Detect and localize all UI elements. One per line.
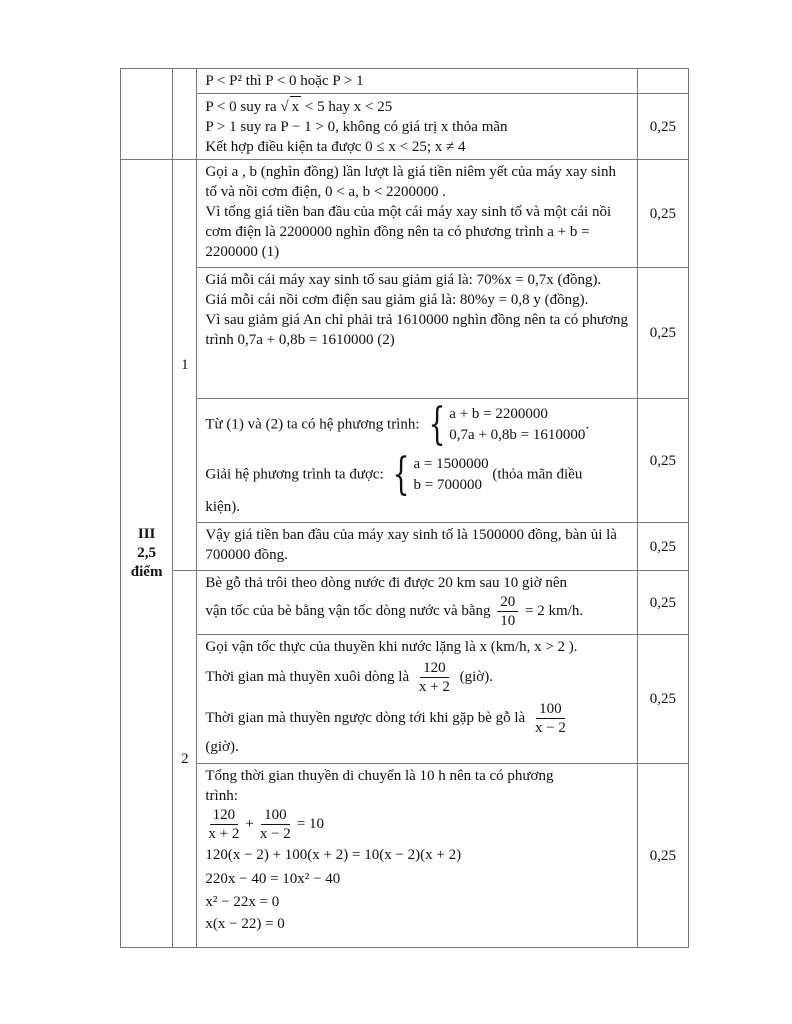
score-cell: 0,25 <box>637 268 688 399</box>
content-cell <box>197 523 637 571</box>
section-points: 2,5 <box>137 545 156 561</box>
table-row <box>121 764 689 948</box>
content-cell: Từ (1) và (2) ta có hệ phương trình: { a + b = 2200000 0,7a + 0,8b = 1610000 . Giải hệ phương trình ta được: { a = 1500000 b = 700000 (thỏa mãn điều kiện). <box>197 399 637 523</box>
text-line: Kết hợp điều kiện ta được 0 ≤ x < 25; x ≠ 4 <box>205 139 466 155</box>
text-paragraph: Vì tổng giá tiền ban đầu của một cái máy xay sinh tố và một cái nồi cơm điện là 2200000 nghìn đồng nên ta có phương trình a + b = 2200000 (1) <box>205 204 612 260</box>
table-row <box>121 523 689 571</box>
equation: a + b = 2200000 <box>449 406 548 422</box>
content-cell <box>197 268 637 399</box>
equation: 0,7a + 0,8b = 1610000 <box>449 427 586 443</box>
content-cell: Gọi vận tốc thực của thuyền khi nước lặng là x (km/h, x > 2 ). Thời gian mà thuyền xuôi dòng là $\frac{120}{x + 2}$ (giờ). Thời gian mà thuyền ngược dòng tới khi gặp bè gỗ là $\frac{100}{x - 2}$ (giờ). <box>197 635 637 764</box>
solution-table <box>120 68 689 948</box>
brace-glyph: { <box>393 449 410 500</box>
table-row <box>121 94 689 160</box>
table-row <box>121 69 689 94</box>
sqrt-expression: x <box>290 96 302 117</box>
content-cell <box>197 94 637 160</box>
score-cell: 0,25 <box>637 160 688 268</box>
previous-subpart-cell <box>173 69 197 160</box>
text-line: P < 0 suy ra √ x < 5 hay x < 25 <box>205 96 628 117</box>
table-row <box>121 635 689 764</box>
section-roman: III <box>137 526 156 542</box>
fraction: $\frac{120}{x + 2}$ <box>418 660 450 695</box>
content-cell: Tổng thời gian thuyền di chuyển là 10 h nên ta có phương trình: $\frac{120}{x + 2}$ + $\frac{100}{x - 2}$ = 10 120(x − 2) + 100(x + 2) = 10(x − 2)(x + 2) 220x − 40 = 10x² − 40 x² − 22x = 0 x(x − 22) = 0 <box>197 764 637 948</box>
text-line: kiện). <box>205 499 240 515</box>
text-paragraph: Vì sau giảm giá An chỉ phải trả 1610000 nghìn đồng nên ta có phương trình 0,7a + 0,8b = 1610000 (2) <box>205 312 629 348</box>
score-cell: 0,25 <box>637 635 688 764</box>
table-row <box>121 268 689 399</box>
fraction: $\frac{120}{x + 2}$ <box>208 807 240 842</box>
brace-glyph: { <box>428 399 446 450</box>
table-row <box>121 571 689 635</box>
section-unit: điểm <box>130 564 163 580</box>
content-cell: Bè gỗ thả trôi theo dòng nước đi được 20 km sau 10 giờ nên vận tốc của bè bằng vận tốc dòng nước và bằng $\frac{20}{10}$ = 2 km/h. <box>197 571 637 635</box>
text-line: trình: <box>205 788 238 804</box>
equation-step: x(x − 22) = 0 <box>205 916 285 932</box>
fraction: $\frac{100}{x - 2}$ <box>259 807 291 842</box>
equation-step: 120(x − 2) + 100(x + 2) = 10(x − 2)(x + 2) <box>205 847 462 863</box>
score-cell: 0,25 <box>637 399 688 523</box>
text-line: P < P² thì P < 0 hoặc P > 1 <box>205 73 364 89</box>
text-line: Gọi vận tốc thực của thuyền khi nước lặng là x (km/h, x > 2 ). <box>205 639 578 655</box>
subpart-number: 2 <box>173 571 197 948</box>
text-line: P > 1 suy ra P − 1 > 0, không có giá trị x thỏa mãn <box>205 119 508 135</box>
content-cell <box>197 160 637 268</box>
fraction: $\frac{100}{x - 2}$ <box>534 701 566 736</box>
text-line: (thỏa mãn điều <box>492 466 583 483</box>
equation-step: x² − 22x = 0 <box>205 894 280 910</box>
text-line: (giờ). <box>205 739 239 755</box>
table-row <box>121 399 689 523</box>
section-cell <box>121 160 173 948</box>
score-cell: 0,25 <box>637 94 688 160</box>
text-paragraph: Vậy giá tiền ban đầu của máy xay sinh tố là 1500000 đồng, bàn ủi là 700000 đồng. <box>205 527 617 563</box>
fraction: $\frac{20}{10}$ <box>497 593 518 630</box>
text-paragraph: Giá mỗi cái máy xay sinh tố sau giảm giá là: 70%x = 0,7x (đồng). <box>205 272 602 288</box>
text-line: Bè gỗ thả trôi theo dòng nước đi được 20 km sau 10 giờ nên <box>205 575 568 591</box>
text-line: Tổng thời gian thuyền di chuyển là 10 h nên ta có phương <box>205 768 554 784</box>
table-row <box>121 160 689 268</box>
score-cell: 0,25 <box>637 571 688 635</box>
equation-system <box>387 449 489 500</box>
text-line: Từ (1) và (2) ta có hệ phương trình: <box>205 416 420 433</box>
score-cell: 0,25 <box>637 764 688 948</box>
equation-system <box>423 399 586 450</box>
text-line: Giải hệ phương trình ta được: <box>205 466 384 483</box>
equation: b = 700000 <box>413 477 482 493</box>
score-cell: 0,25 <box>637 523 688 571</box>
score-cell <box>637 69 688 94</box>
previous-section-cell <box>121 69 173 160</box>
text-paragraph: Gọi a , b (nghìn đồng) lần lượt là giá tiền niêm yết của máy xay sinh tố và nồi cơm điện, 0 < a, b < 2200000 . <box>205 164 616 200</box>
text-paragraph: Giá mỗi cái nồi cơm điện sau giảm giá là: 80%y = 0,8 y (đồng). <box>205 292 589 308</box>
content-cell <box>197 69 637 94</box>
equation-step: 220x − 40 = 10x² − 40 <box>205 871 341 887</box>
equation: a = 1500000 <box>413 456 489 472</box>
subpart-number: 1 <box>173 160 197 571</box>
